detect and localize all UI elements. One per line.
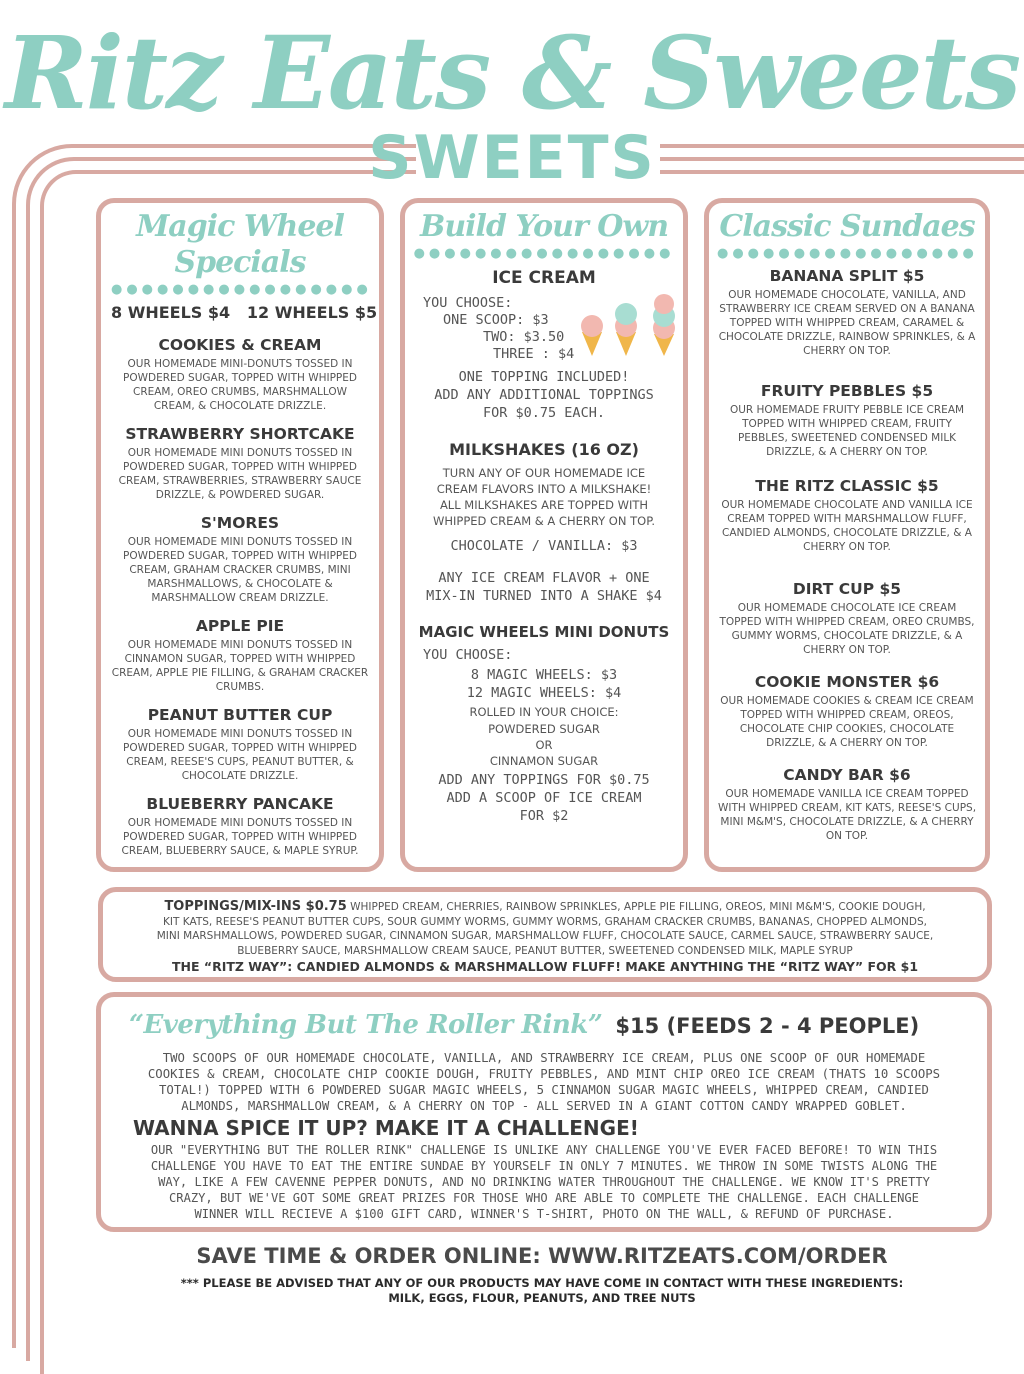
challenge-desc: CHALLENGE YOU HAVE TO EAT THE ENTIRE SUNDAE BY YOURSELF IN ONLY 7 MINUTES. WE THROW IN SOME TWISTS ALONG THE [150,1159,938,1173]
roller-rink-panel [96,992,992,1232]
magic-wheel-pricing: 8 WHEELS $4 12 WHEELS $5 [111,303,378,322]
toppings-label: TOPPINGS/MIX-INS $0.75 [164,899,347,914]
rolled-choice: ROLLED IN YOUR CHOICE: [469,705,619,719]
allergy-ingredients: MILK, EGGS, FLOUR, PEANUTS, AND TREE NUTS [388,1291,696,1305]
milkshakes-heading: MILKSHAKES (16 OZ) [449,440,639,459]
milkshake-price: CHOCOLATE / VANILLA: $3 [450,538,638,554]
item-name: THE RITZ CLASSIC $5 [755,477,939,495]
toppings-line [113,900,977,915]
challenge-desc: WAY, LIKE A FEW CAVENNE PEPPER DONUTS, AND NO DRINKING WATER THROUGHOUT THE CHALLENGE. WE KNOW IT'S PRETTY [158,1175,930,1189]
item-name: BANANA SPLIT $5 [769,267,925,285]
menu-item [717,477,977,554]
milkshake-desc: CREAM FLAVORS INTO A MILKSHAKE! [436,482,652,496]
three-scoop-price: THREE : $4 [493,346,575,362]
add-scoop: ADD A SCOOP OF ICE CREAM [446,790,642,806]
item-name: STRAWBERRY SHORTCAKE [125,425,355,443]
toppings-list: KIT KATS, REESE'S PEANUT BUTTER CUPS, SOUR GUMMY WORMS, GUMMY WORMS, GRAHAM CRACKER CRUMBS, BANANAS, CHOPPED ALMONDS, [163,915,927,928]
dots-divider: ●●●●●●●●●●●●●●●●● [413,246,675,261]
toppings-panel [98,887,992,982]
topping-included: ONE TOPPING INCLUDED! [458,369,630,385]
item-name: S'MORES [200,514,280,532]
menu-item [111,706,369,783]
item-desc: OUR HOMEMADE MINI DONUTS TOSSED IN POWDERED SUGAR, TOPPED WITH WHIPPED CREAM, STRAWBERRIES, STRAWBERRY SAUCE DRIZZLE, & POWDERED SUGAR. [118,447,362,501]
item-name: CANDY BAR $6 [783,766,911,784]
toppings-list: MINI MARSHMALLOWS, POWDERED SUGAR, CINNAMON SUGAR, MARSHMALLOW FLUFF, CHOCOLATE SAUCE, CARMEL SAUCE, STRAWBERRY SAUCE, [156,930,934,942]
menu-item [111,617,369,694]
menu-item [111,336,369,413]
one-scoop-price: ONE SCOOP: $3 [443,312,549,328]
magic-wheel-panel [96,198,384,872]
menu-item [111,425,369,502]
twelve-wheels-price: 12 MAGIC WHEELS: $4 [466,685,622,701]
roller-rink-header [115,1003,973,1050]
item-desc: OUR HOMEMADE COOKIES & CREAM ICE CREAM TOPPED WITH WHIPPED CREAM, OREOS, CHOCOLATE CHIP COOKIES, CHOCOLATE DRIZZLE, & A CHERRY ON TOP. [720,695,974,749]
toppings-list: BLUEBERRY SAUCE, MARSHMALLOW CREAM SAUCE, PEANUT BUTTER, SWEETENED CONDENSED MILK, MAPLE SYRUP [237,944,853,957]
menu-item [717,673,977,750]
build-title: Build Your Own [419,209,669,244]
item-name: DIRT CUP $5 [792,580,902,598]
allergy-notice: *** PLEASE BE ADVISED THAT ANY OF OUR PRODUCTS MAY HAVE COME IN CONTACT WITH THESE INGREDIENTS: [180,1276,904,1290]
item-desc: OUR HOMEMADE MINI-DONUTS TOSSED IN POWDERED SUGAR, TOPPED WITH WHIPPED CREAM, OREO CRUMBS, MARSHMALLOW CREAM, & CHOCOLATE DRIZZLE. [123,358,357,412]
item-desc: OUR HOMEMADE CHOCOLATE ICE CREAM TOPPED WITH WHIPPED CREAM, OREO CRUMBS, GUMMY WORMS, CHOCOLATE DRIZZLE, & A CHERRY ON TOP. [719,602,975,656]
dots-divider: ●●●●●●●●●●●●●●●●● [717,246,978,261]
or-label: OR [535,738,553,752]
ice-cream-heading: ICE CREAM [492,268,596,288]
additional-toppings: ADD ANY ADDITIONAL TOPPINGS [434,387,654,403]
menu-item [717,382,977,459]
roller-rink-desc: TWO SCOOPS OF OUR HOMEMADE CHOCOLATE, VANILLA, AND STRAWBERRY ICE CREAM, PLUS ONE SCOOP OF OUR HOMEMADE [162,1051,926,1065]
menu-item [717,766,977,843]
item-name: APPLE PIE [195,617,285,635]
milkshake-desc: WHIPPED CREAM & A CHERRY ON TOP. [433,514,655,528]
item-desc: OUR HOMEMADE MINI DONUTS TOSSED IN POWDERED SUGAR, TOPPED WITH WHIPPED CREAM, BLUEBERRY SAUCE, & MAPLE SYRUP. [121,817,359,857]
topping-price: FOR $0.75 EACH. [483,405,605,421]
challenge-desc: CRAZY, BUT WE'VE GOT SOME GREAT PRIZES FOR THOSE WHO ARE ABLE TO COMPLETE THE CHALLENGE. EACH CHALLENGE [169,1191,919,1205]
challenge-title: WANNA SPICE IT UP? MAKE IT A CHALLENGE! [133,1116,639,1140]
roller-rink-desc: COOKIES & CREAM, CHOCOLATE CHIP COOKIE DOUGH, FRUITY PEBBLES, AND MINT CHIP OREO ICE CREAM (THATS 10 SCOOPS [147,1067,941,1081]
classic-title: Classic Sundaes [719,209,975,244]
ice-cream-cones-icon [578,294,678,360]
order-online: SAVE TIME & ORDER ONLINE: WWW.RITZEATS.COM/ORDER [196,1244,888,1268]
build-your-own-panel [400,198,688,872]
ritz-way: THE “RITZ WAY”: CANDIED ALMONDS & MARSHMALLOW FLUFF! MAKE ANYTHING THE “RITZ WAY” FOR $1 [171,959,919,974]
item-name: FRUITY PEBBLES $5 [760,382,934,400]
mixin-shake-price: MIX-IN TURNED INTO A SHAKE $4 [426,588,662,604]
donuts-you-choose: YOU CHOOSE: [423,647,513,663]
you-choose-label: YOU CHOOSE: [423,295,513,311]
magic-wheel-title: Magic Wheel Specials [136,209,344,280]
item-desc: OUR HOMEMADE FRUITY PEBBLE ICE CREAM TOPPED WITH WHIPPED CREAM, FRUITY PEBBLES, SWEETENED CONDENSED MILK DRIZZLE, & A CHERRY ON TOP. [729,404,965,458]
cinnamon-sugar: CINNAMON SUGAR [489,754,599,768]
menu-item [717,267,977,358]
menu-item [111,795,369,858]
menu-item [717,580,977,657]
eight-wheels-price: 8 MAGIC WHEELS: $3 [470,667,618,683]
brand-title: Ritz Eats & Sweets [4,14,1020,132]
toppings-list: WHIPPED CREAM, CHERRIES, RAINBOW SPRINKLES, APPLE PIE FILLING, OREOS, MINI M&M'S, COOKIE DOUGH, [350,901,926,913]
item-name: PEANUT BUTTER CUP [147,706,333,724]
classic-sundaes-panel [704,198,990,872]
roller-rink-desc: TOTAL!) TOPPED WITH 6 POWDERED SUGAR MAGIC WHEELS, 5 CINNAMON SUGAR MAGIC WHEELS, WHIPPED CREAM, CANDIED [159,1083,929,1097]
roller-rink-desc: ALMONDS, MARSHMALLOW CREAM, & A CHERRY ON TOP - ALL SERVED IN A GIANT COTTON CANDY WRAPPED GOBLET. [181,1099,907,1113]
item-name: COOKIES & CREAM [158,336,322,354]
add-toppings: ADD ANY TOPPINGS FOR $0.75 [438,772,650,788]
roller-rink-price: $15 (FEEDS 2 - 4 PEOPLE) [615,1014,920,1038]
roller-rink-title: “Everything But The Roller Rink” [129,1010,603,1040]
menu-item [111,514,369,605]
item-desc: OUR HOMEMADE MINI DONUTS TOSSED IN CINNAMON SUGAR, TOPPED WITH WHIPPED CREAM, APPLE PIE FILLING, & GRAHAM CRACKER CRUMBS. [111,639,369,693]
dots-divider: ●●●●●●●●●●●●●●●●● [111,282,372,297]
item-name: COOKIE MONSTER $6 [754,673,940,691]
scoop-prices [413,294,675,360]
section-title: SWEETS [368,123,656,193]
item-desc: OUR HOMEMADE MINI DONUTS TOSSED IN POWDERED SUGAR, TOPPED WITH WHIPPED CREAM, REESE'S CUPS, PEANUT BUTTER, & CHOCOLATE DRIZZLE. [123,728,357,782]
mixin-shake: ANY ICE CREAM FLAVOR + ONE [438,570,650,586]
item-name: BLUEBERRY PANCAKE [146,795,334,813]
add-scoop-price: FOR $2 [519,808,569,824]
powdered-sugar: POWDERED SUGAR [488,722,600,736]
challenge-desc: WINNER WILL RECIEVE A $100 GIFT CARD, WINNER'S T-SHIRT, PHOTO ON THE WALL, & REFUND OF PURCHASE. [194,1207,894,1221]
challenge-desc: OUR "EVERYTHING BUT THE ROLLER RINK" CHALLENGE IS UNLIKE ANY CHALLENGE YOU'VE EVER FACED BEFORE! TO WIN THIS [150,1143,938,1157]
item-desc: OUR HOMEMADE MINI DONUTS TOSSED IN POWDERED SUGAR, TOPPED WITH WHIPPED CREAM, GRAHAM CRACKER CRUMBS, MINI MARSHMALLOWS, & CHOCOLATE & MARSHMALLOW CREAM DRIZZLE. [123,536,357,604]
milkshake-desc: ALL MILKSHAKES ARE TOPPED WITH [439,498,649,512]
item-desc: OUR HOMEMADE CHOCOLATE, VANILLA, AND STRAWBERRY ICE CREAM SERVED ON A BANANA TOPPED WITH WHIPPED CREAM, CARAMEL & CHOCOLATE DRIZZLE, RAINBOW SPRINKLES, & A CHERRY ON TOP. [718,289,976,357]
item-desc: OUR HOMEMADE VANILLA ICE CREAM TOPPED WITH WHIPPED CREAM, KIT KATS, REESE'S CUPS, MINI M&M'S, CHOCOLATE DRIZZLE, & A CHERRY ON TOP. [717,788,977,842]
donuts-heading: MAGIC WHEELS MINI DONUTS [418,623,670,641]
two-scoop-price: TWO: $3.50 [483,329,565,345]
item-desc: OUR HOMEMADE CHOCOLATE AND VANILLA ICE CREAM TOPPED WITH MARSHMALLOW FLUFF, CANDIED ALMONDS, CHOCOLATE DRIZZLE, & A CHERRY ON TOP. [721,499,973,553]
milkshake-desc: TURN ANY OF OUR HOMEMADE ICE [442,466,646,480]
